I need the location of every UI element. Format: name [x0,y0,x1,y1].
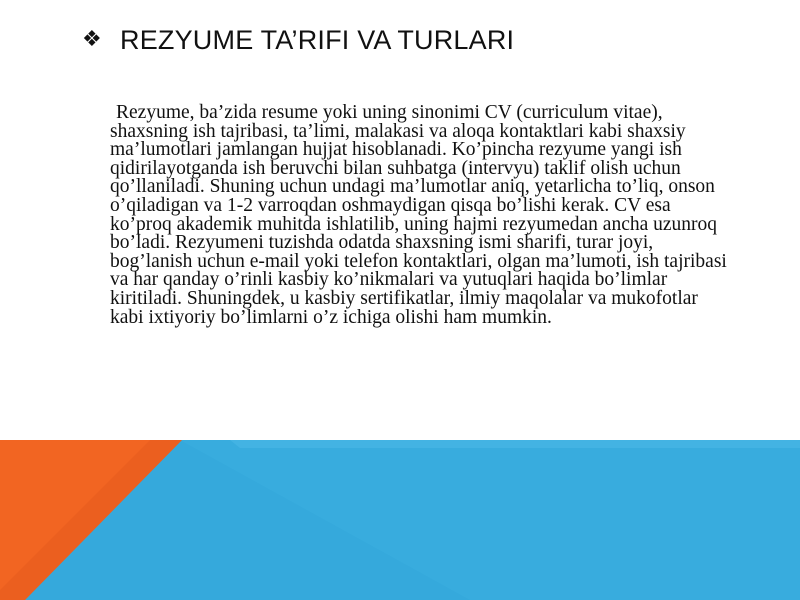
body-paragraph: Rezyume, ba’zida resume yoki uning sinonimi CV (curriculum vitae), shaxsning ish tajribasi, ta’limi, malakasi va aloqa kontaktlari kabi shaxsiy ma’lumotlari jamlangan hujjat hisoblanadi. Ko’pincha rezyume yangi ish qidirilayotganda ish beruvchi bilan suhbatga (intervyu) taklif olish uchun qo’llaniladi. Shuning uchun undagi ma’lumotlar aniq, yetarlicha to’liq, onson o’qiladigan va 1-2 varroqdan oshmaydigan qisqa bo’lishi kerak. CV esa ko’proq akademik muhitda ishlatilib, uning hajmi rezyumedan ancha uzunroq bo’ladi. Rezyumeni tuzishda odatda shaxsning ismi sharifi, turar joyi, bog’lanish uchun e-mail yoki telefon kontaktlari, olgan ma’lumoti, ish tajribasi va har qanday o’rinli kasbiy ko’nikmalari va yutuqlari haqida bo’limlar kiritiladi. Shuningdek, u kasbiy sertifikatlar, ilmiy maqolalar va mukofotlar kabi ixtiyoriy bo’limlarni o’z ichiga olishi ham mumkin. [110,102,727,328]
title-row [82,22,514,58]
diamond-four-bullet-icon: ❖ [82,27,102,52]
decorative-footer-shapes [0,440,800,600]
slide-title: REZYUME TA’RIFI VA TURLARI [120,24,515,55]
